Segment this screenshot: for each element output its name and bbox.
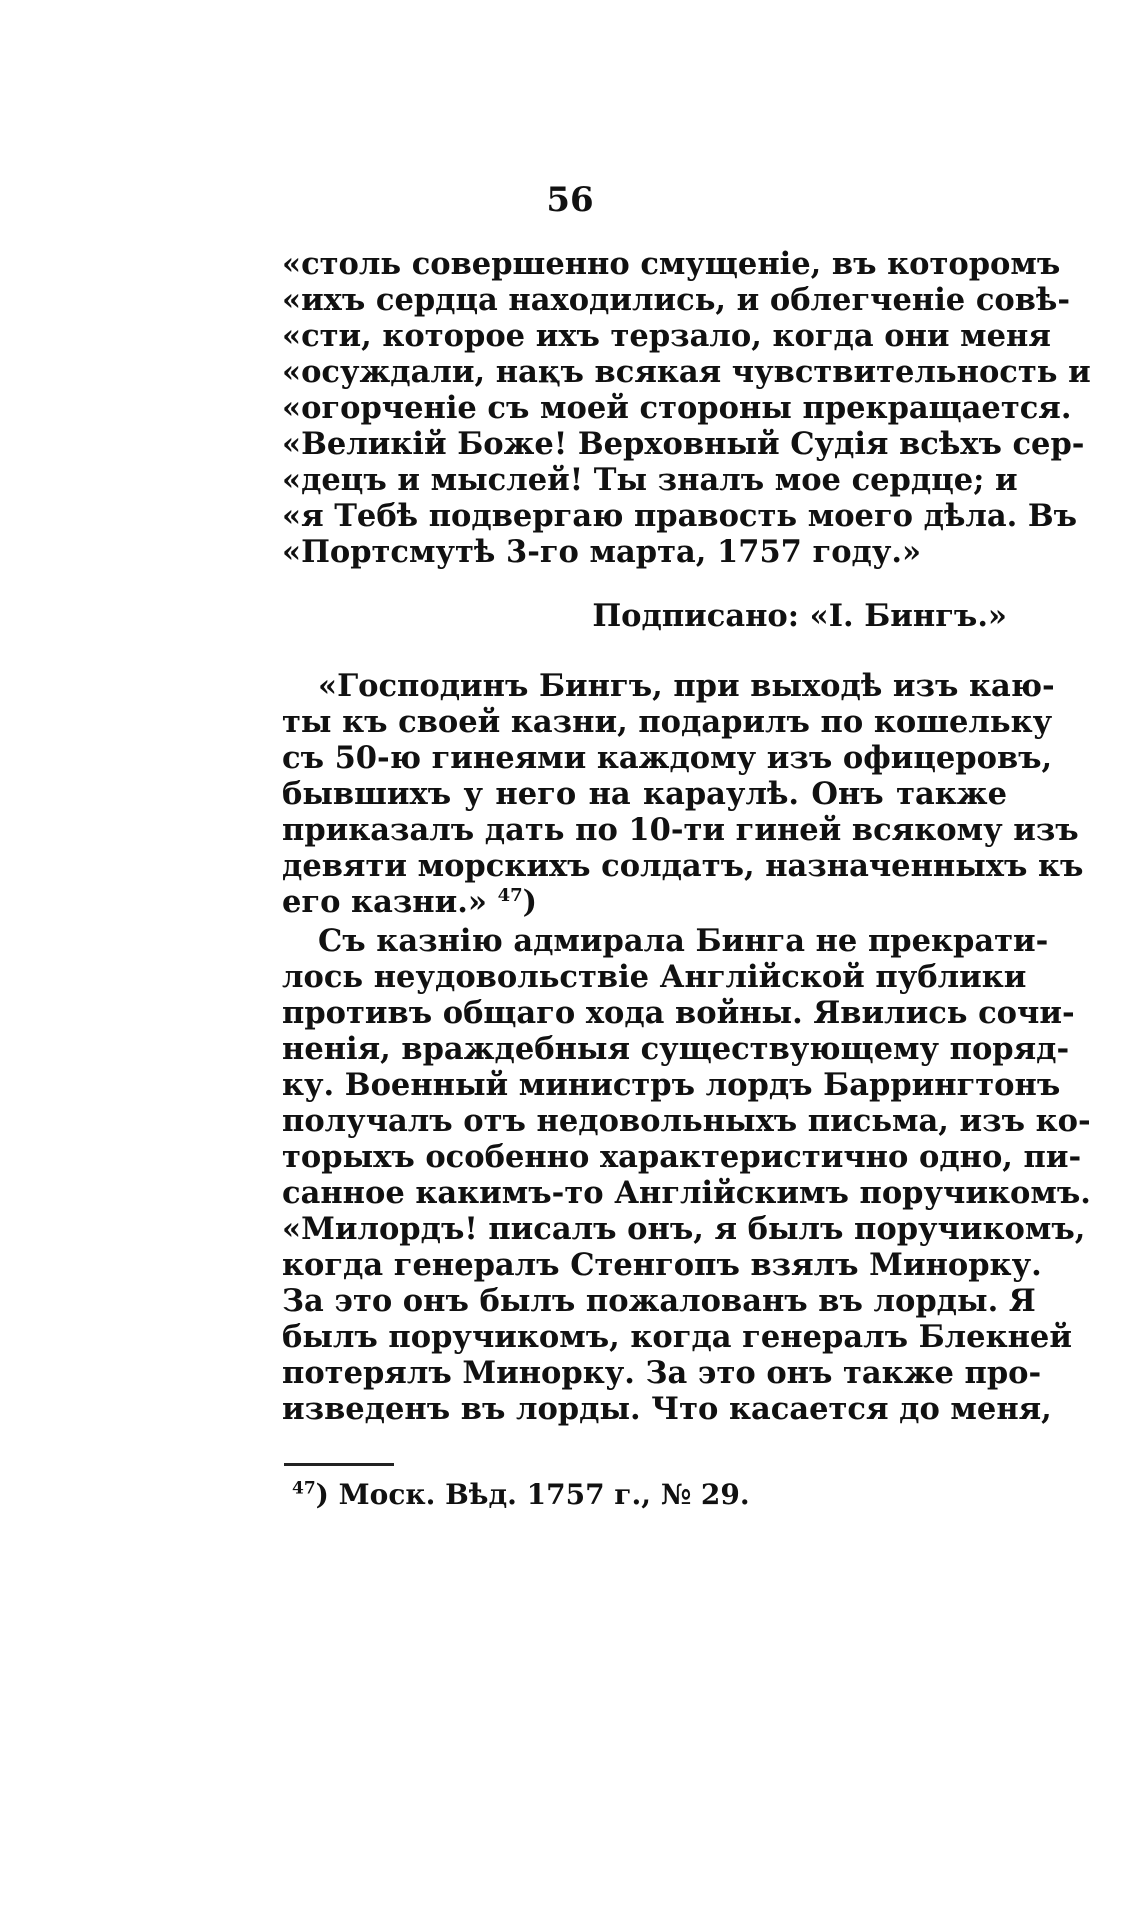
footnote-ref: 47 xyxy=(497,884,523,906)
text-line: приказалъ дать по 10-ти гиней всякому изъ xyxy=(282,812,1079,848)
footnote-ref-paren: ) xyxy=(522,884,538,920)
text-line: былъ поручикомъ, когда генералъ Блекней xyxy=(282,1319,1072,1355)
text-line: ненія, враждебныя существующему поряд- xyxy=(282,1031,1070,1067)
text-line: когда генералъ Стенгопъ взялъ Минорку. xyxy=(282,1247,1042,1283)
text-line: съ 50-ю гинеями каждому изъ офицеровъ, xyxy=(282,740,1053,776)
text-line: потерялъ Минорку. За это онъ также про- xyxy=(282,1355,1042,1391)
text-line: лось неудовольствіе Англійской публики xyxy=(282,959,1027,995)
text-line: торыхъ особенно характеристично одно, пи- xyxy=(282,1139,1082,1175)
text-line: бывшихъ у него на караулѣ. Онъ также xyxy=(282,776,1007,812)
footnote-divider xyxy=(284,1463,394,1466)
text-line: ку. Военный министръ лордъ Баррингтонъ xyxy=(282,1067,1061,1103)
text-line: «ихъ сердца находились, и облегченіе совѣ- xyxy=(282,282,1071,318)
text-line: получалъ отъ недовольныхъ письма, изъ ко- xyxy=(282,1103,1091,1139)
text-line: «Портсмутѣ 3-го марта, 1757 году.» xyxy=(282,534,922,570)
text-line: «я Тебѣ подвергаю правость моего дѣла. Въ xyxy=(282,498,1078,534)
footnote-text: ) Моск. Вѣд. 1757 г., № 29. xyxy=(315,1478,750,1511)
text-fragment: его казни.» xyxy=(282,884,487,920)
footnote-number: 47 xyxy=(292,1478,316,1499)
paragraph-letter-end xyxy=(282,246,1091,570)
paragraph-bing-execution xyxy=(282,668,1084,920)
text-line: «осуждали, нақъ всякая чувствительность и xyxy=(282,354,1091,390)
text-line: «столь совершенно смущеніе, въ которомъ xyxy=(282,246,1061,282)
text-line: ты къ своей казни, подарилъ по кошельку xyxy=(282,704,1053,740)
text-line: изведенъ въ лорды. Что касается до меня, xyxy=(282,1391,1052,1427)
footnote xyxy=(292,1475,750,1515)
text-line: «огорченіе съ моей стороны прекращается. xyxy=(282,390,1072,426)
page-number: 56 xyxy=(546,180,594,220)
text-line: девяти морскихъ солдатъ, назначенныхъ къ xyxy=(282,848,1084,884)
text-line: противъ общаго хода войны. Явились сочи- xyxy=(282,995,1075,1031)
signature-line xyxy=(282,598,1007,634)
text-line: санное какимъ-то Англійскимъ поручикомъ. xyxy=(282,1175,1091,1211)
text-line: «Великій Боже! Верховный Судія всѣхъ сер- xyxy=(282,426,1085,462)
signature-text: Подписано: «І. Бингъ.» xyxy=(592,598,1007,634)
text-line: За это онъ былъ пожалованъ въ лорды. Я xyxy=(282,1283,1036,1319)
text-line: Съ казнію адмирала Бинга не прекрати- xyxy=(318,923,1049,959)
text-line: «сти, которое ихъ терзало, когда они меня xyxy=(282,318,1051,354)
text-line: «Господинъ Бингъ, при выходѣ изъ каю- xyxy=(318,668,1055,704)
text-line: «Милордъ! писалъ онъ, я былъ поручикомъ, xyxy=(282,1211,1086,1247)
paragraph-public-discontent xyxy=(282,923,1091,1427)
text-line-with-ref xyxy=(282,884,1007,920)
text-line: «децъ и мыслей! Ты зналъ мое сердце; и xyxy=(282,462,1018,498)
